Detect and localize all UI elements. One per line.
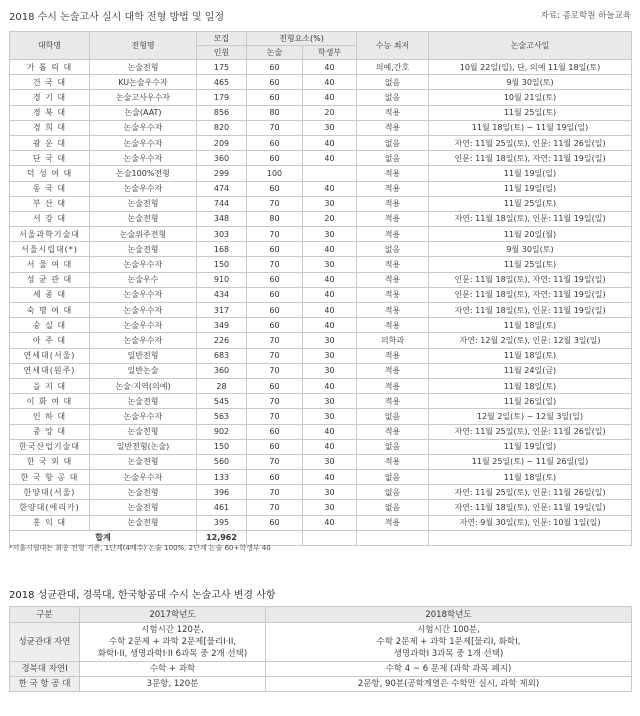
cell-recruit: 360 xyxy=(197,363,247,378)
cell-univ: 연세대(원주) xyxy=(10,363,90,378)
cell-suneung: 적용 xyxy=(357,120,429,135)
cmp-header-gubun: 구분 xyxy=(10,607,80,623)
cell-univ: 숙 명 여 대 xyxy=(10,303,90,318)
cell-school: 40 xyxy=(303,378,357,393)
table-row xyxy=(10,394,632,409)
cell-school: 40 xyxy=(303,287,357,302)
cell-date: 11월 24일(금) xyxy=(429,363,632,378)
cell-date: 자연: 11월 25일(토), 인문: 11월 26일(일) xyxy=(429,485,632,500)
header-univ: 대학명 xyxy=(10,32,90,60)
cell-recruit: 902 xyxy=(197,424,247,439)
cell-essay: 80 xyxy=(247,105,303,120)
header-recruit-sub: 인원 xyxy=(197,46,247,60)
cell-date: 11월 19일(일) xyxy=(429,166,632,181)
table-row xyxy=(10,333,632,348)
cell-univ: 서 강 대 xyxy=(10,211,90,226)
header-ratio: 전형요소(%) xyxy=(247,32,357,46)
table-row xyxy=(10,485,632,500)
table-row xyxy=(10,181,632,196)
cell-type: 논술(AAT) xyxy=(90,105,197,120)
cell-type: 논술전형 xyxy=(90,242,197,257)
cell-type: 논술우수자 xyxy=(90,318,197,333)
cell-date: 11월 18일(토) xyxy=(429,318,632,333)
cell-essay: 60 xyxy=(247,272,303,287)
cell-date: 인문: 11월 18일(토), 자연: 11월 19일(일) xyxy=(429,287,632,302)
cell-suneung: 의학과 xyxy=(357,333,429,348)
cell-suneung: 적용 xyxy=(357,454,429,469)
cell-date: 자연: 11월 25일(토), 인문: 11월 26일(일) xyxy=(429,135,632,150)
cell-school: 20 xyxy=(303,105,357,120)
cell-school xyxy=(303,166,357,181)
cell-suneung: 적용 xyxy=(357,181,429,196)
section2-title: 2018 성균관대, 경북대, 한국항공대 수시 논술고사 변경 사항 xyxy=(9,590,276,601)
cell-recruit: 396 xyxy=(197,485,247,500)
cmp-line: 수학 4 ~ 6 문제 (과학 과목 폐지) xyxy=(385,664,512,674)
cell-suneung: 없음 xyxy=(357,135,429,150)
total-empty xyxy=(429,530,632,545)
header-row xyxy=(9,8,631,24)
cell-school: 40 xyxy=(303,60,357,75)
cell-univ: 단 국 대 xyxy=(10,151,90,166)
cell-suneung: 없음 xyxy=(357,242,429,257)
cell-school: 30 xyxy=(303,485,357,500)
cell-type: 논술우수자 xyxy=(90,409,197,424)
cell-essay: 70 xyxy=(247,454,303,469)
cell-school: 30 xyxy=(303,409,357,424)
cell-suneung: 적용 xyxy=(357,394,429,409)
cell-essay: 70 xyxy=(247,196,303,211)
cell-type: 논술100%전형 xyxy=(90,166,197,181)
cell-essay: 60 xyxy=(247,181,303,196)
changes-table xyxy=(9,606,632,692)
header-date: 논술고사일 xyxy=(429,32,632,60)
cell-essay: 100 xyxy=(247,166,303,181)
cell-essay: 80 xyxy=(247,211,303,226)
cell-univ: 인 하 대 xyxy=(10,409,90,424)
cell-type: 일반전형 xyxy=(90,348,197,363)
cell-univ: 이 화 여 대 xyxy=(10,394,90,409)
cell-school: 40 xyxy=(303,303,357,318)
cell-suneung: 적용 xyxy=(357,378,429,393)
cell-recruit: 683 xyxy=(197,348,247,363)
cell-univ: 한국산업기술대 xyxy=(10,439,90,454)
cell-school: 30 xyxy=(303,394,357,409)
cell-date: 11월 19일(일) xyxy=(429,439,632,454)
cell-school: 20 xyxy=(303,211,357,226)
cell-essay: 70 xyxy=(247,120,303,135)
cell-recruit: 299 xyxy=(197,166,247,181)
cell-essay: 60 xyxy=(247,303,303,318)
cell-school: 40 xyxy=(303,135,357,150)
source-note: 자료: 종로학원 하늘교육 xyxy=(540,11,631,21)
cell-univ: 세 종 대 xyxy=(10,287,90,302)
cell-essay: 60 xyxy=(247,242,303,257)
cell-univ: 아 주 대 xyxy=(10,333,90,348)
cell-type: 논술전형 xyxy=(90,394,197,409)
header-type: 전형명 xyxy=(90,32,197,60)
cell-univ: 연세대(서울) xyxy=(10,348,90,363)
cell-univ: 한양대(에리카) xyxy=(10,500,90,515)
cell-univ: 경 희 대 xyxy=(10,120,90,135)
cmp-cell-y2017 xyxy=(80,623,266,662)
header-recruit: 모집 xyxy=(197,32,247,46)
cell-suneung: 적용 xyxy=(357,272,429,287)
cell-school: 30 xyxy=(303,120,357,135)
cell-essay: 60 xyxy=(247,90,303,105)
cell-suneung: 적용 xyxy=(357,303,429,318)
cell-type: 논술우수자 xyxy=(90,257,197,272)
cell-type: 논술우수자 xyxy=(90,151,197,166)
cmp-line: 수학 2문제 + 과학 2문제[물리I·II, xyxy=(108,637,237,647)
cell-suneung: 없음 xyxy=(357,151,429,166)
cell-type: 논술전형 xyxy=(90,196,197,211)
cell-suneung: 적용 xyxy=(357,105,429,120)
cell-univ: 성 균 관 대 xyxy=(10,272,90,287)
cell-univ: 홍 익 대 xyxy=(10,515,90,530)
cell-univ: 한 국 외 대 xyxy=(10,454,90,469)
cell-recruit: 560 xyxy=(197,454,247,469)
cmp-line: 수학 2문제 + 과학 1문제[물리I, 화학I, xyxy=(376,637,521,647)
cell-recruit: 744 xyxy=(197,196,247,211)
cell-school: 30 xyxy=(303,363,357,378)
cell-date: 9월 30일(토) xyxy=(429,242,632,257)
cmp-row xyxy=(10,623,632,662)
cell-school: 40 xyxy=(303,90,357,105)
cell-type: 논술고사우수자 xyxy=(90,90,197,105)
cell-recruit: 175 xyxy=(197,60,247,75)
cell-date: 11월 18일(토) xyxy=(429,378,632,393)
cell-type: 논술전형 xyxy=(90,500,197,515)
cell-school: 40 xyxy=(303,151,357,166)
cell-date: 인문: 11월 18일(토), 자연: 11월 19일(일) xyxy=(429,272,632,287)
cell-univ: 서 울 여 대 xyxy=(10,257,90,272)
header-ratio-school: 학생부 xyxy=(303,46,357,60)
cell-recruit: 461 xyxy=(197,500,247,515)
cell-recruit: 465 xyxy=(197,75,247,90)
table-row xyxy=(10,424,632,439)
cell-date: 11월 25일(토) ~ 11월 26일(일) xyxy=(429,454,632,469)
cell-suneung: 없음 xyxy=(357,90,429,105)
page-title: 2018 수시 논술고사 실시 대학 전형 방법 및 일정 xyxy=(9,12,225,23)
total-recruit: 12,962 xyxy=(197,530,247,545)
cell-recruit: 856 xyxy=(197,105,247,120)
cell-suneung: 없음 xyxy=(357,75,429,90)
cell-date: 11월 18일(토) xyxy=(429,348,632,363)
cell-essay: 60 xyxy=(247,135,303,150)
cell-recruit: 360 xyxy=(197,151,247,166)
cell-school: 40 xyxy=(303,272,357,287)
table-row xyxy=(10,105,632,120)
cmp-row-label: 성균관대 자연 xyxy=(10,623,80,662)
cell-univ: 동 국 대 xyxy=(10,181,90,196)
cell-date: 자연: 11월 18일(토), 인문: 11월 19일(일) xyxy=(429,303,632,318)
cell-recruit: 150 xyxy=(197,439,247,454)
cmp-cell-y2017 xyxy=(80,662,266,677)
cell-type: 논술전형 xyxy=(90,211,197,226)
table-row xyxy=(10,500,632,515)
cell-school: 30 xyxy=(303,500,357,515)
cell-school: 40 xyxy=(303,75,357,90)
cell-recruit: 395 xyxy=(197,515,247,530)
cmp-cell-y2018 xyxy=(266,662,632,677)
schedule-table xyxy=(9,31,632,546)
header-suneung: 수능 최저 xyxy=(357,32,429,60)
cell-essay: 60 xyxy=(247,515,303,530)
table-row xyxy=(10,470,632,485)
cell-univ: 서울과학기술대 xyxy=(10,227,90,242)
cell-essay: 60 xyxy=(247,287,303,302)
cell-essay: 60 xyxy=(247,439,303,454)
table-row xyxy=(10,454,632,469)
cell-essay: 70 xyxy=(247,227,303,242)
cell-type: 논술우수자 xyxy=(90,303,197,318)
table-row xyxy=(10,303,632,318)
cell-school: 30 xyxy=(303,454,357,469)
cell-suneung: 적용 xyxy=(357,515,429,530)
cell-recruit: 28 xyxy=(197,378,247,393)
cell-recruit: 545 xyxy=(197,394,247,409)
cell-recruit: 317 xyxy=(197,303,247,318)
cell-school: 30 xyxy=(303,257,357,272)
cmp-row-label: 한 국 항 공 대 xyxy=(10,677,80,692)
cell-type: 일반논술 xyxy=(90,363,197,378)
cell-type: 논술전형 xyxy=(90,60,197,75)
cell-suneung: 적용 xyxy=(357,166,429,181)
cmp-cell-y2017 xyxy=(80,677,266,692)
cell-date: 11월 25일(토) xyxy=(429,196,632,211)
table-row xyxy=(10,439,632,454)
cell-date: 자연: 12월 2일(토), 인문: 12월 3일(일) xyxy=(429,333,632,348)
cell-recruit: 910 xyxy=(197,272,247,287)
cell-suneung: 의예,간호 xyxy=(357,60,429,75)
cell-suneung: 없음 xyxy=(357,485,429,500)
table-row xyxy=(10,348,632,363)
cell-univ: 광 운 대 xyxy=(10,135,90,150)
table-row xyxy=(10,151,632,166)
cell-univ: 덕 성 여 대 xyxy=(10,166,90,181)
cell-school: 30 xyxy=(303,227,357,242)
cell-date: 인문: 11월 18일(토), 자연: 11월 19일(일) xyxy=(429,151,632,166)
cell-type: 논술우수자 xyxy=(90,135,197,150)
cmp-header-2017: 2017학년도 xyxy=(80,607,266,623)
cell-suneung: 적용 xyxy=(357,257,429,272)
table-row xyxy=(10,60,632,75)
cell-date: 11월 18일(토) xyxy=(429,470,632,485)
cell-univ: 건 국 대 xyxy=(10,75,90,90)
table-row xyxy=(10,196,632,211)
cell-date: 11월 18일(토) ~ 11월 19일(일) xyxy=(429,120,632,135)
cell-type: 일반전형(논술) xyxy=(90,439,197,454)
cmp-line: 2문항, 90분(공학계열은 수학만 실시, 과학 제외) xyxy=(357,679,540,689)
cell-essay: 60 xyxy=(247,75,303,90)
cell-univ: 중 앙 대 xyxy=(10,424,90,439)
cell-essay: 60 xyxy=(247,151,303,166)
total-label: 합계 xyxy=(10,530,197,545)
cell-type: 논술우수자 xyxy=(90,120,197,135)
cell-recruit: 563 xyxy=(197,409,247,424)
table-row xyxy=(10,378,632,393)
cell-recruit: 133 xyxy=(197,470,247,485)
total-empty xyxy=(303,530,357,545)
cell-date: 10월 21일(토) xyxy=(429,90,632,105)
cell-date: 11월 19일(일) xyxy=(429,181,632,196)
cell-essay: 70 xyxy=(247,363,303,378)
cell-date: 11월 25일(토) xyxy=(429,257,632,272)
cmp-line: 화학I·II, 생명과학I·II 6과목 중 2개 선택) xyxy=(97,649,248,659)
cell-recruit: 303 xyxy=(197,227,247,242)
cell-univ: 서울시립대(*) xyxy=(10,242,90,257)
cell-suneung: 적용 xyxy=(357,211,429,226)
cell-school: 40 xyxy=(303,470,357,485)
cell-essay: 60 xyxy=(247,424,303,439)
cell-recruit: 168 xyxy=(197,242,247,257)
cell-type: KU논술우수자 xyxy=(90,75,197,90)
cell-suneung: 없음 xyxy=(357,409,429,424)
cell-essay: 60 xyxy=(247,60,303,75)
cell-suneung: 적용 xyxy=(357,424,429,439)
cell-suneung: 없음 xyxy=(357,439,429,454)
cmp-line: 3문항, 120분 xyxy=(146,679,199,689)
cmp-cell-y2018 xyxy=(266,677,632,692)
table-row xyxy=(10,242,632,257)
cell-essay: 70 xyxy=(247,409,303,424)
cell-univ: 부 산 대 xyxy=(10,196,90,211)
cell-univ: 을 지 대 xyxy=(10,378,90,393)
cell-date: 10월 22일(일), 단, 의예 11월 18일(토) xyxy=(429,60,632,75)
table-row xyxy=(10,272,632,287)
cell-school: 40 xyxy=(303,181,357,196)
cell-recruit: 209 xyxy=(197,135,247,150)
footnote: *서울시립대는 최종 전형 기준, 1단계(4배수) 논술 100%, 2단계 논술 60+학생부 40 xyxy=(9,544,271,552)
cell-type: 논술전형 xyxy=(90,515,197,530)
table-row xyxy=(10,75,632,90)
table-row xyxy=(10,257,632,272)
table-row xyxy=(10,120,632,135)
table-row xyxy=(10,515,632,530)
schedule-body xyxy=(10,60,632,546)
cell-type: 논술위주전형 xyxy=(90,227,197,242)
cell-school: 30 xyxy=(303,348,357,363)
cell-essay: 70 xyxy=(247,333,303,348)
cell-essay: 70 xyxy=(247,394,303,409)
cmp-row xyxy=(10,662,632,677)
cell-recruit: 150 xyxy=(197,257,247,272)
cell-univ: 경 북 대 xyxy=(10,105,90,120)
cell-suneung: 적용 xyxy=(357,363,429,378)
cell-date: 11월 20일(월) xyxy=(429,227,632,242)
cell-school: 40 xyxy=(303,424,357,439)
cell-recruit: 348 xyxy=(197,211,247,226)
table-row xyxy=(10,318,632,333)
cell-suneung: 적용 xyxy=(357,348,429,363)
cell-date: 자연: 11월 18일(토), 인문: 11월 19일(일) xyxy=(429,500,632,515)
cmp-line: 수학 + 과학 xyxy=(149,664,196,674)
table-row xyxy=(10,363,632,378)
cell-suneung: 없음 xyxy=(357,470,429,485)
cell-date: 11월 25일(토) xyxy=(429,105,632,120)
cell-suneung: 적용 xyxy=(357,287,429,302)
table-row xyxy=(10,227,632,242)
cell-univ: 가 톨 릭 대 xyxy=(10,60,90,75)
cell-school: 40 xyxy=(303,515,357,530)
table-row xyxy=(10,211,632,226)
cell-essay: 60 xyxy=(247,378,303,393)
cell-univ: 한양대(서울) xyxy=(10,485,90,500)
cell-type: 논술전형 xyxy=(90,485,197,500)
cell-recruit: 226 xyxy=(197,333,247,348)
cell-suneung: 적용 xyxy=(357,318,429,333)
cell-recruit: 820 xyxy=(197,120,247,135)
cell-recruit: 349 xyxy=(197,318,247,333)
cell-recruit: 434 xyxy=(197,287,247,302)
cell-date: 12월 2일(토) ~ 12월 3일(일) xyxy=(429,409,632,424)
cell-type: 논술우수자 xyxy=(90,287,197,302)
cell-essay: 60 xyxy=(247,318,303,333)
cell-essay: 70 xyxy=(247,257,303,272)
cmp-cell-y2018 xyxy=(266,623,632,662)
cell-essay: 70 xyxy=(247,348,303,363)
cmp-row-label: 경북대 자연I xyxy=(10,662,80,677)
cell-type: 논술·지역(의예) xyxy=(90,378,197,393)
cell-recruit: 474 xyxy=(197,181,247,196)
cell-univ: 경 기 대 xyxy=(10,90,90,105)
cell-type: 논술전형 xyxy=(90,454,197,469)
header-ratio-essay: 논술 xyxy=(247,46,303,60)
cell-type: 논술우수자 xyxy=(90,181,197,196)
cell-type: 논술우수 xyxy=(90,272,197,287)
table-row xyxy=(10,166,632,181)
cell-univ: 숭 실 대 xyxy=(10,318,90,333)
table-row xyxy=(10,135,632,150)
table-row xyxy=(10,90,632,105)
cell-school: 40 xyxy=(303,439,357,454)
cmp-line: 시험시간 100분, xyxy=(417,625,480,635)
cell-school: 40 xyxy=(303,318,357,333)
total-empty xyxy=(357,530,429,545)
cmp-line: 시험시간 120분, xyxy=(141,625,204,635)
cell-type: 논술전형 xyxy=(90,424,197,439)
cell-suneung: 적용 xyxy=(357,227,429,242)
cell-date: 9월 30일(토) xyxy=(429,75,632,90)
cell-date: 자연: 11월 18일(토), 인문: 11월 19일(일) xyxy=(429,211,632,226)
cell-date: 11월 26일(일) xyxy=(429,394,632,409)
cell-suneung: 적용 xyxy=(357,196,429,211)
cell-school: 40 xyxy=(303,242,357,257)
cell-type: 논술우수자 xyxy=(90,470,197,485)
cell-univ: 한 국 항 공 대 xyxy=(10,470,90,485)
cell-date: 자연: 11월 25일(토), 인문: 11월 26일(일) xyxy=(429,424,632,439)
cmp-line: 생명과학I 3과목 중 1개 선택) xyxy=(393,649,504,659)
cell-recruit: 179 xyxy=(197,90,247,105)
cmp-header-2018: 2018학년도 xyxy=(266,607,632,623)
cell-essay: 60 xyxy=(247,470,303,485)
cell-school: 30 xyxy=(303,333,357,348)
cell-type: 논술우수자 xyxy=(90,333,197,348)
cell-suneung: 없음 xyxy=(357,500,429,515)
table-row xyxy=(10,287,632,302)
cell-school: 30 xyxy=(303,196,357,211)
cell-date: 자연: 9월 30일(토), 인문: 10월 1일(일) xyxy=(429,515,632,530)
cell-essay: 70 xyxy=(247,485,303,500)
changes-body xyxy=(10,623,632,692)
table-row xyxy=(10,409,632,424)
cell-essay: 70 xyxy=(247,500,303,515)
cmp-row xyxy=(10,677,632,692)
